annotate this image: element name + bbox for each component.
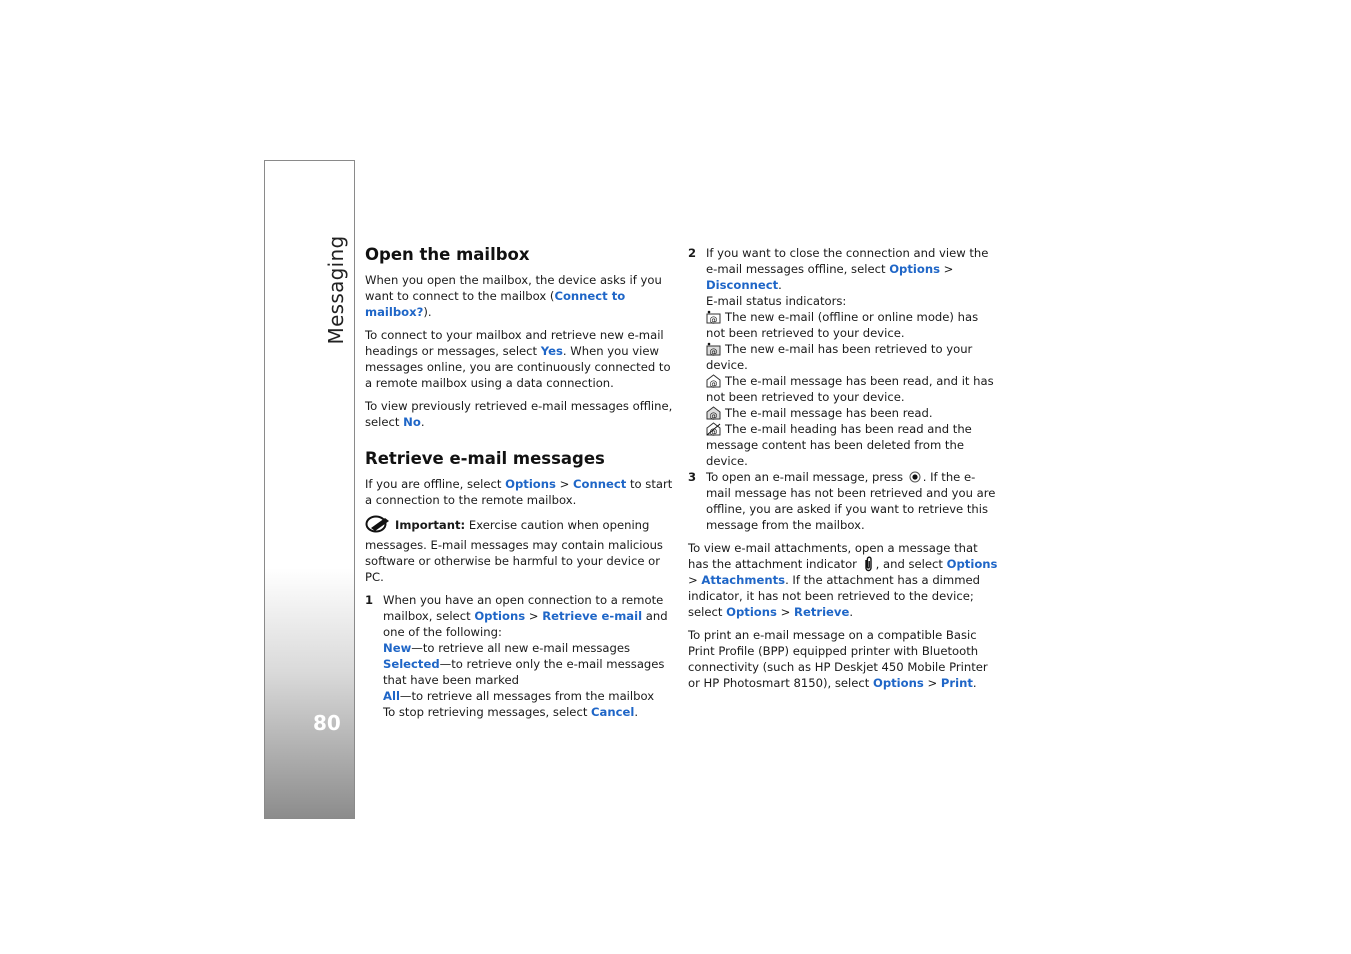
paragraph-open-mailbox: When you open the mailbox, the device asks if you want to connect to the mailbox (Connect to mailbox?). (365, 273, 662, 319)
joystick-press-icon (909, 471, 921, 483)
link-disconnect: Disconnect (706, 278, 779, 292)
link-print: Print (940, 676, 973, 690)
link-no: No (403, 415, 421, 429)
paragraph-offline: To view previously retrieved e-mail messages offline, select No. (365, 399, 673, 429)
link-options: Options (889, 262, 940, 276)
svg-text:@: @ (709, 427, 718, 436)
link-cancel: Cancel (591, 705, 635, 719)
steps-continued (688, 245, 1000, 533)
paragraph-retrieve-offline: If you are offline, select Options > Connect to start a connection to the remote mailbox. (365, 477, 673, 507)
important-pen-icon (365, 515, 391, 537)
retrieve-heading: Retrieve e-mail messages (365, 449, 605, 468)
link-options: Options (474, 609, 526, 623)
mail-new-local-icon (706, 342, 721, 356)
link-retrieve: Retrieve (794, 605, 850, 619)
svg-text:@: @ (709, 315, 718, 324)
link-attachments: Attachments (701, 573, 786, 587)
open-mailbox-heading: Open the mailbox (365, 245, 530, 264)
link-retrieve-email: Retrieve e-mail (542, 609, 643, 623)
link-options: Options (505, 477, 556, 491)
option-new: New (383, 641, 412, 655)
svg-text:@: @ (709, 347, 718, 356)
paragraph-print: To print an e-mail message on a compatible Basic Print Profile (BPP) equipped printer with Bluetooth connectivity (such as HP Deskjet 450 Mobile Printer or HP Photosmart 8150), select Options > Print. (688, 628, 988, 690)
step-1: 1 When you have an open connection to a remote mailbox, select Options > Retrieve e-mail and one of the following: New—to retrieve all new e-mail messages Selected—to retrieve only the e-mail messages that have been marked All—to retrieve all messages from the mailbox To stop retrieving messages, select Cancel. (365, 593, 668, 719)
important-label: Important: (395, 518, 466, 532)
step-3: 3 To open an e-mail message, press . If the e-mail message has not been retrieved and you are offline, you are asked if you want to retrieve this message from the mailbox. (688, 470, 996, 532)
svg-text:@: @ (709, 379, 718, 388)
link-connect: Connect (573, 477, 627, 491)
mail-read-icon (706, 406, 721, 420)
paperclip-icon (863, 556, 874, 572)
link-options: Options (872, 676, 924, 690)
link-connect-to-mailbox: Connect to mailbox? (365, 289, 626, 319)
status-indicators-heading: E-mail status indicators: (706, 294, 847, 308)
retrieve-steps (365, 592, 675, 720)
page-number: 80 (313, 711, 341, 735)
important-note: Important: Exercise caution when opening messages. E-mail messages may contain malicious software or otherwise be harmful to your device or PC. (365, 515, 675, 585)
right-column (688, 245, 1000, 691)
mail-read-remote-icon (706, 374, 721, 388)
paragraph-connect: To connect to your mailbox and retrieve new e-mail headings or messages, select Yes. When you view messages online, you are continuously connected to a remote mailbox using a data connection. (365, 328, 671, 390)
link-yes: Yes (540, 344, 563, 358)
step-2: 2 If you want to close the connection and view the e-mail messages offline, select Options > Disconnect. E-mail status indicators: @ The new e-mail (offline or online mode) has not been retrieved to your device. @ The new e-mail has been retrieved to your device. @ The e-mail message has been read, and it has not been retrieved to your device. @ The e-mail message has been read. @ The e-mail heading has been read and the message content has been deleted from the device. (688, 246, 994, 468)
mail-deleted-icon (706, 422, 721, 436)
link-options: Options (946, 557, 998, 571)
mail-new-remote-icon (706, 310, 721, 324)
option-selected: Selected (383, 657, 440, 671)
left-column (365, 244, 675, 720)
option-all: All (383, 689, 400, 703)
chapter-title: Messaging (324, 235, 348, 345)
link-options: Options (726, 605, 777, 619)
paragraph-attachments: To view e-mail attachments, open a message that has the attachment indicator , and select Options > Attachments. If the attachment has a dimmed indicator, it has not been retrieved to the device; select Options > Retrieve. (688, 541, 998, 619)
svg-text:@: @ (709, 411, 718, 420)
